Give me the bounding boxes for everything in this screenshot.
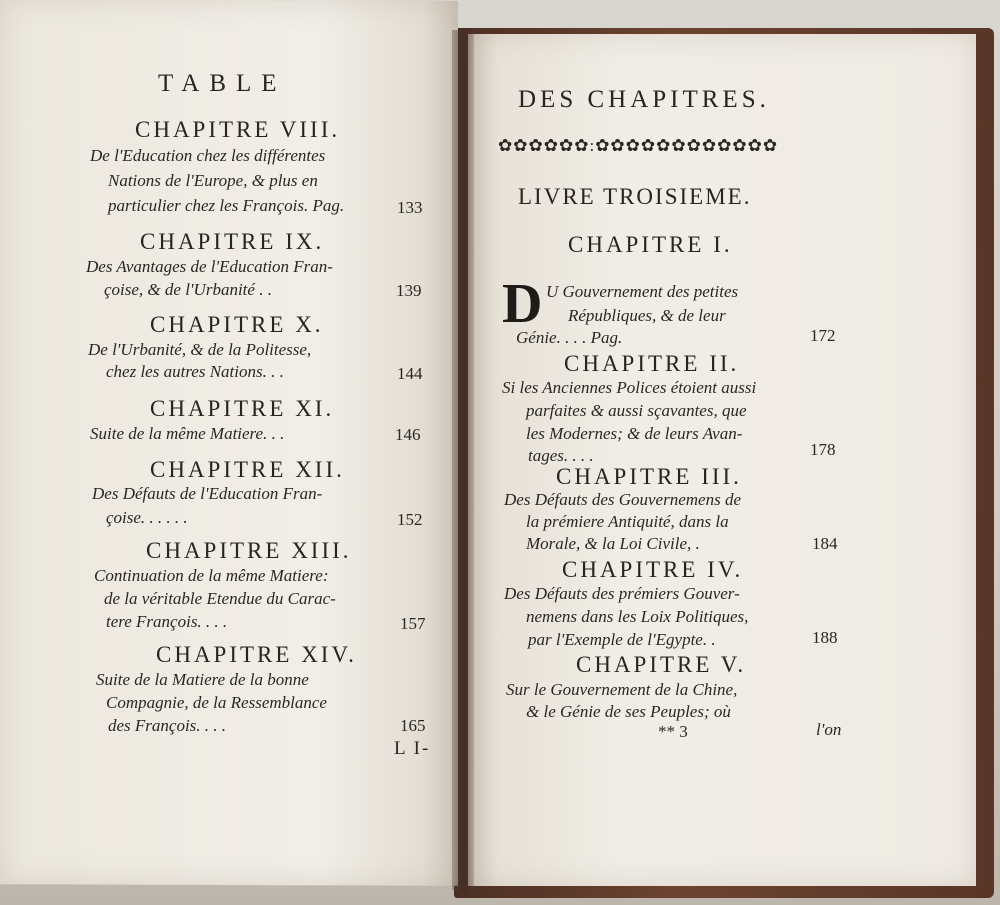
page-number: 133 bbox=[397, 198, 423, 217]
book-title: LIVRE TROISIEME. bbox=[518, 184, 752, 209]
page-number: 152 bbox=[397, 510, 423, 529]
page-number: 184 bbox=[812, 534, 838, 553]
catchword: L I- bbox=[394, 738, 431, 759]
chapter-heading: CHAPITRE III. bbox=[556, 464, 742, 489]
catchword: l'on bbox=[816, 720, 842, 739]
chapter-heading: CHAPITRE XII. bbox=[150, 457, 345, 482]
entry-line: Sur le Gouvernement de la Chine, bbox=[506, 680, 738, 699]
entry-line: Compagnie, de la Ressemblance bbox=[106, 693, 327, 712]
page-number: 178 bbox=[810, 440, 836, 459]
book-gutter bbox=[452, 30, 474, 890]
chapter-heading: CHAPITRE V. bbox=[576, 652, 747, 677]
entry-line: Des Défauts des Gouvernemens de bbox=[504, 490, 741, 509]
page-number: 157 bbox=[400, 614, 426, 633]
drop-capital: D bbox=[502, 273, 543, 335]
entry-line: U Gouvernement des petites bbox=[546, 282, 739, 301]
entry-line: Nations de l'Europe, & plus en bbox=[108, 171, 318, 190]
chapter-heading: CHAPITRE VIII. bbox=[135, 117, 341, 142]
page-number: 139 bbox=[396, 281, 422, 300]
entry-line: Morale, & la Loi Civile, . bbox=[526, 534, 700, 553]
entry-line: çoise. . . . . . bbox=[106, 508, 188, 527]
page-number: 188 bbox=[812, 628, 838, 647]
page-number: 144 bbox=[397, 364, 423, 383]
page-number: 172 bbox=[810, 326, 836, 345]
entry-line: Des Avantages de l'Education Fran- bbox=[86, 257, 333, 276]
entry-line: par l'Exemple de l'Egypte. . bbox=[528, 630, 716, 649]
entry-line: les Modernes; & de leurs Avan- bbox=[526, 424, 743, 443]
chapter-heading: CHAPITRE XIV. bbox=[156, 642, 357, 667]
chapter-heading: CHAPITRE XIII. bbox=[146, 538, 352, 563]
entry-line: De l'Education chez les différentes bbox=[90, 146, 326, 165]
entry-line: Génie. . . . Pag. bbox=[516, 328, 623, 347]
signature-mark: ** 3 bbox=[658, 722, 688, 741]
chapter-heading: CHAPITRE II. bbox=[564, 351, 740, 376]
entry-line: tere François. . . . bbox=[106, 612, 228, 631]
entry-line: tages. . . . bbox=[528, 446, 594, 465]
entry-line: Des Défauts de l'Education Fran- bbox=[92, 484, 323, 503]
chapter-heading: CHAPITRE I. bbox=[568, 232, 733, 257]
page-number: 146 bbox=[395, 425, 421, 444]
right-heading: DES CHAPITRES. bbox=[518, 86, 770, 113]
left-heading: TABLE bbox=[158, 70, 287, 97]
entry-line: Républiques, & de leur bbox=[568, 306, 726, 325]
entry-line: la prémiere Antiquité, dans la bbox=[526, 512, 729, 531]
ornament-row: ✿✿✿✿✿✿:✿✿✿✿✿✿✿✿✿✿✿✿ bbox=[498, 136, 779, 155]
chapter-heading: CHAPITRE IV. bbox=[562, 557, 744, 582]
entry-line: de la véritable Etendue du Carac- bbox=[104, 589, 336, 608]
entry-line: Continuation de la même Matiere: bbox=[94, 566, 329, 585]
entry-line: parfaites & aussi sçavantes, que bbox=[526, 401, 747, 420]
chapter-heading: CHAPITRE X. bbox=[150, 312, 324, 337]
entry-line: Des Défauts des prémiers Gouver- bbox=[504, 584, 740, 603]
entry-line: Si les Anciennes Polices étoient aussi bbox=[502, 378, 757, 397]
chapter-heading: CHAPITRE XI. bbox=[150, 396, 335, 421]
entry-line: des François. . . . bbox=[108, 716, 227, 735]
chapter-heading: CHAPITRE IX. bbox=[140, 229, 325, 254]
entry-line: çoise, & de l'Urbanité . . bbox=[104, 280, 272, 299]
entry-line: De l'Urbanité, & de la Politesse, bbox=[88, 340, 312, 359]
page-number: 165 bbox=[400, 716, 426, 735]
entry-line: & le Génie de ses Peuples; où bbox=[526, 702, 731, 721]
entry-line: nemens dans les Loix Politiques, bbox=[526, 607, 749, 626]
entry-line: Suite de la Matiere de la bonne bbox=[96, 670, 309, 689]
entry-line: chez les autres Nations. . . bbox=[106, 362, 284, 381]
entry-line: Suite de la même Matiere. . . bbox=[90, 424, 285, 443]
entry-line: particulier chez les François. Pag. bbox=[108, 196, 345, 215]
